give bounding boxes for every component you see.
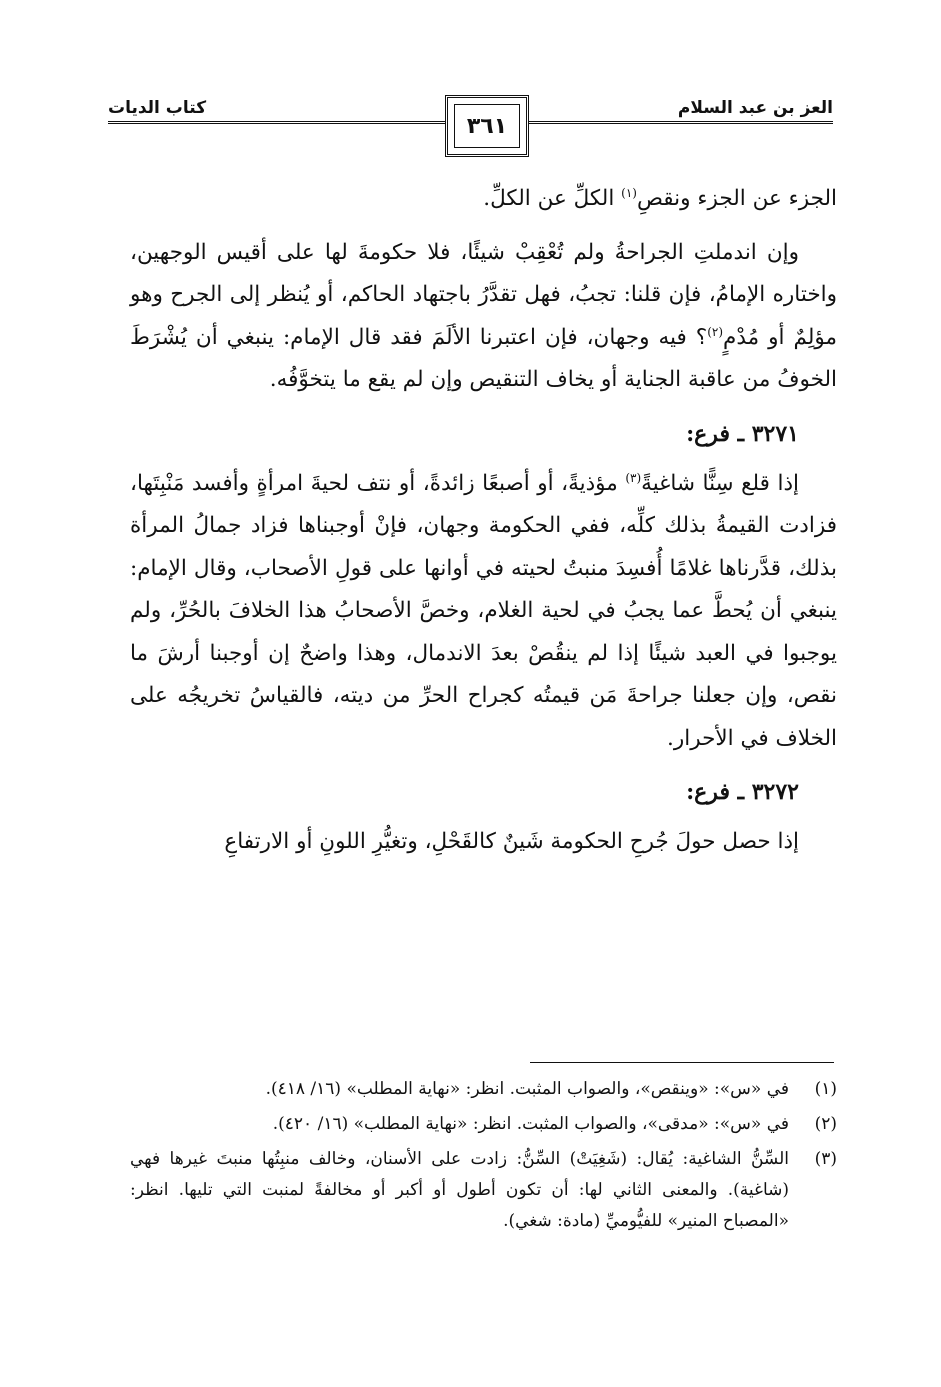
- page-number: ٣٦١: [454, 104, 520, 148]
- footnote-2-text: في «س»: «مدقى»، والصواب المثبت. انظر: «نهاية المطلب» (١٦/ ٤٢٠).: [272, 1114, 789, 1134]
- header-author: العز بن عبد السلام: [677, 98, 833, 118]
- running-header: [108, 88, 833, 168]
- paragraph-3-text-b: مؤذيةً، أو أصبعًا زائدةً، أو نتف لحيةَ امرأةٍ وأفسد مَنْبِتَها، فزادت القيمةُ بذلك كلِّه، ففي الحكومة وجهان، فإنْ أوجبناها فزاد جمالُ المرأة بذلك، قدَّرناها غلامًا أُفسِدَ منبتُ لحيته في أوانها على قولِ الأصحاب، وقال الإمام: ينبغي أن يُحطَّ عما يجبُ في لحية الغلام، وخصَّ الأصحابُ هذا الخلافَ بالحُرِّ، ولم يوجبوا في العبد شيئًا إذا لم ينقُصْ بعدَ الاندمال، وهذا واضحٌ إن أوجبنا أرشَ ما نقص، وإن جعلنا جراحةَ مَن قيمتُه كجراح الحرِّ من ديته، فالقياسُ تخريجُه على الخلاف في الأحرار.: [130, 470, 837, 751]
- paragraph-1: [130, 178, 837, 221]
- header-section-title: كتاب الديات: [108, 98, 207, 118]
- section-heading-3271: ٣٢٧١ ـ فرع:: [686, 420, 799, 447]
- footnote-1-number: (١): [814, 1079, 837, 1099]
- footnote-separator: [530, 1062, 834, 1063]
- footnote-3-number: (٣): [814, 1149, 837, 1169]
- page-number-box: [445, 95, 529, 157]
- footnote-2-number: (٢): [814, 1114, 837, 1134]
- footnote-ref-1: (١): [621, 185, 637, 200]
- footnote-1-text: في «س»: «وينقص»، والصواب المثبت. انظر: «نهاية المطلب» (١٦/ ٤١٨).: [265, 1079, 789, 1099]
- footnote-3: [130, 1144, 837, 1237]
- paragraph-3: [130, 463, 837, 761]
- main-text: [130, 178, 837, 875]
- footnotes: [130, 1074, 837, 1241]
- footnote-ref-2: (٢): [707, 324, 724, 339]
- footnote-3-text: السِّنُّ الشاغية: يُقال: (شَغِيَتْ) السِّنُّ: زادت على الأسنان، وخالف منبِتُها منبتَ غيرها فهي (شاغية). والمعنى الثاني لها: أن تكون أطول أو أكبر أو مخالفةً لمنبت التي تليها. انظر: «المصباح المنير» للفيُّوميِّ (مادة: شغي).: [130, 1149, 789, 1231]
- paragraph-1-text-b: الكلِّ عن الكلِّ.: [483, 186, 622, 211]
- footnote-ref-3: (٣): [625, 470, 642, 485]
- paragraph-2-text-b: ؟ فيه وجهان، فإن اعتبرنا الألَمَ فقد قال الإمام: ينبغي أن يُشْرَطَ الخوفُ من عاقبة الجناية أو يخاف التنقيص وإن لم يقع ما يتخوَّفُه.: [130, 324, 837, 392]
- paragraph-1-text-a: الجزء عن الجزء ونقصِ: [636, 186, 837, 211]
- section-heading-3272: ٣٢٧٢ ـ فرع:: [686, 779, 799, 805]
- footnote-2: [130, 1109, 837, 1140]
- paragraph-2-text-a: وإن اندملتِ الجراحةُ ولم تُعْقِبْ شيئًا، فلا حكومةَ لها على أقيس الوجهين، واختاره الإمامُ، فإن قلنا: تجبُ، فهل تقدَّرُ باجتهاد الحاكم، أو يُنظر إلى الجرح وهو مؤلِمٌ أو مُدْمٍ: [130, 239, 837, 350]
- paragraph-3-text-a: إذا قلع سِنًّا شاغيةً: [641, 470, 799, 496]
- paragraph-2: [130, 232, 837, 402]
- paragraph-4: إذا حصل حولَ جُرحِ الحكومة شَينٌ كالقَحْلِ، وتغيُّرِ اللونِ أو الارتفاعِ: [224, 829, 799, 854]
- footnote-1: [130, 1074, 837, 1105]
